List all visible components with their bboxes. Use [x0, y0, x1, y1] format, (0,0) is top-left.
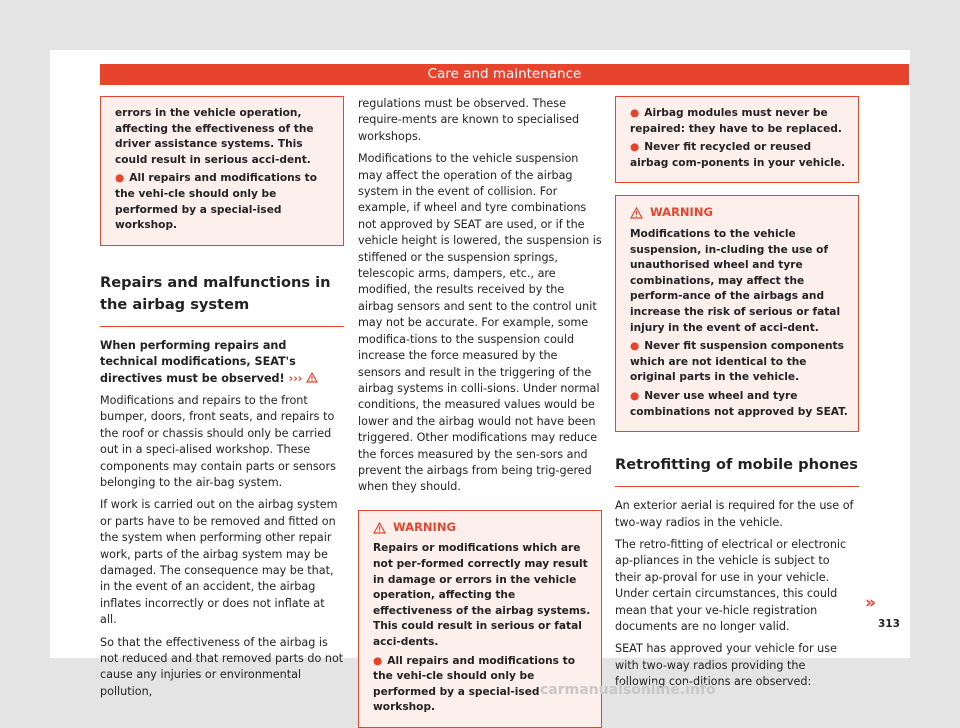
- bullet-icon: ●: [115, 172, 125, 185]
- warning-bullet: Never use wheel and tyre combinations not approved by SEAT.: [630, 389, 848, 418]
- bullet-icon: ●: [630, 389, 640, 402]
- box-bullet: All repairs and modifications to the vehi-cle should only be performed by a special-ised workshop.: [115, 172, 318, 232]
- bullet-icon: ●: [630, 107, 640, 119]
- paragraph: An exterior aerial is required for the use of two-way radios in the vehicle.: [615, 499, 854, 529]
- section-heading-mobile-phones: Retrofitting of mobile phones: [615, 454, 859, 487]
- column-1: [100, 96, 344, 706]
- section-heading-airbag-repairs: Repairs and malfunctions in the airbag system: [100, 272, 344, 327]
- box-bullet: Airbag modules must never be repaired: they have to be replaced.: [630, 107, 842, 135]
- paragraph: SEAT has approved your vehicle for use with two-way radios providing the following con-ditions are observed:: [615, 642, 837, 689]
- page-header: Care and maintenance: [100, 64, 909, 85]
- warning-text: Modifications to the vehicle suspension, in-cluding the use of unauthorised wheel and tyre combinations, may affect the perform-ance of the airbags and increase the risk of serious or fatal injury in the event of acci-dent.: [630, 227, 841, 334]
- column-3: [615, 96, 859, 697]
- paragraph: So that the effectiveness of the airbag is not reduced and that removed parts do not cause any injuries or environmental pollution,: [100, 635, 344, 698]
- warning-triangle-icon: [373, 522, 386, 534]
- warning-box: [615, 195, 859, 432]
- column-2: [358, 96, 602, 728]
- warning-continuation-box: [615, 96, 859, 183]
- warning-header: [630, 205, 848, 221]
- warning-text: Repairs or modifications which are not per-formed correctly may result in damage or errors in the vehicle operation, affecting the effectiveness of the airbag systems. This could result in serious or fatal acci-dents.: [373, 542, 591, 648]
- paragraph: If work is carried out on the airbag system or parts have to be removed and fitted on the system when performing other repair work, parts of the airbag system may be damaged. The consequence may be that, in the event of an accident, the airbag inflates incorrectly or does not inflate at all.: [100, 498, 338, 627]
- paragraph: The retro-fitting of electrical or electronic ap-pliances in the vehicle is subject to their ap-proval for use in your vehicle. Under certain circumstances, this could mean that your ve-hicle registration documents are no longer valid.: [615, 537, 847, 633]
- warning-continuation-box: [100, 96, 344, 246]
- bullet-icon: ●: [630, 340, 640, 353]
- warning-header: [373, 520, 591, 536]
- paragraph: Modifications and repairs to the front bumper, doors, front seats, and repairs to the roof or chassis should only be carried out in a speci-alised workshop. These components may contain parts or sensors belonging to the air-bag system.: [100, 393, 336, 489]
- warning-triangle-icon: [630, 207, 643, 219]
- watermark: carmanualsonline.info: [540, 682, 716, 698]
- warning-bullet: Never fit suspension components which are not identical to the original parts in the vehicle.: [630, 340, 844, 384]
- paragraph: regulations must be observed. These require-ments are known to specialised workshops.: [358, 97, 580, 143]
- paragraph: Modifications to the vehicle suspension may affect the operation of the airbag system in the event of collision. For example, if wheel and tyre combinations not approved by SEAT are used, or if the vehicle height is lowered, the suspension is stiffened or the suspension springs, telescopic arms, dampers, etc., are modified, the results received by the airbag sensors and sent to the control unit may not be accurate. For example, some modifica-tions to the suspension could increase the force measured by the sensors and result in the triggering of the airbag systems in colli-sions. Under normal conditions, the measured values would be lower and the airbag would not have been triggered. Other modifications may reduce the forces measured by the sen-sors and prevent the airbags from being trig-gered when they should.: [358, 152, 602, 494]
- warning-title: WARNING: [650, 205, 713, 220]
- warning-title: WARNING: [393, 519, 456, 534]
- box-bullet: Never fit recycled or reused airbag com-ponents in your vehicle.: [630, 141, 846, 169]
- bullet-icon: ●: [630, 141, 640, 154]
- warning-bullet: All repairs and modifications to the vehi-cle should only be performed by a special-ised workshop.: [373, 654, 576, 714]
- continue-arrow-icon: »: [865, 593, 876, 613]
- warning-triangle-icon: [306, 372, 318, 383]
- cross-reference-arrows[interactable]: ›››: [288, 371, 303, 385]
- box-text: errors in the vehicle operation, affecting the effectiveness of the driver assistance systems. This could result in serious acci-dent.: [115, 107, 314, 166]
- bullet-icon: ●: [373, 654, 383, 667]
- page-number: 313: [878, 618, 900, 630]
- lead-paragraph: When performing repairs and technical modifications, SEAT's directives must be observed! ›››: [100, 338, 344, 387]
